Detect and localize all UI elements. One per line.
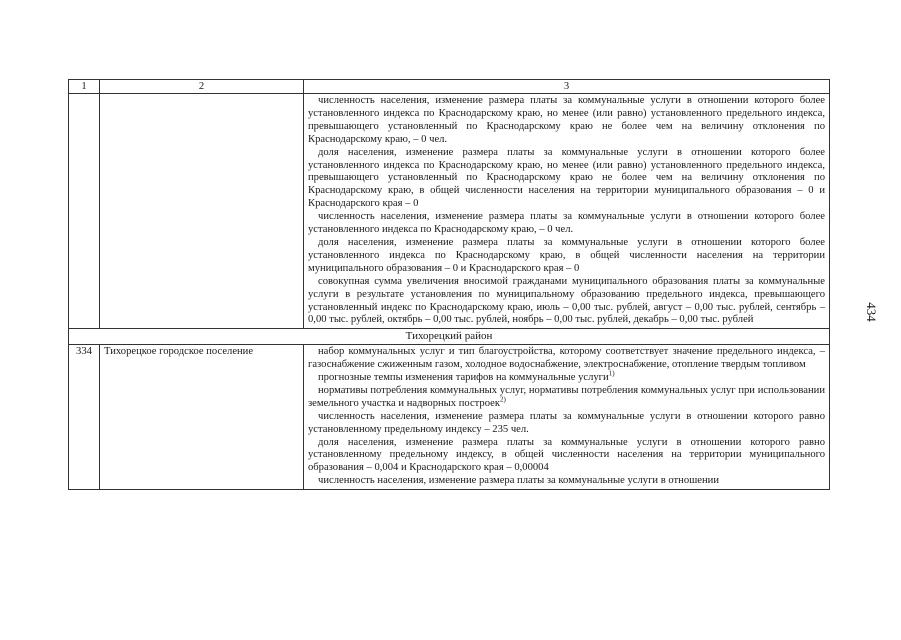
paragraph-text: нормативы потребления коммунальных услуг, нормативы потребления коммунальных услуг при использовании земельного участка и надворных построек	[308, 384, 825, 409]
paragraph: доля населения, изменение размера платы за коммунальные услуги в отношении которого равно установленному предельному индексу, в общей численности населения на территории муниципального образования – 0,004 и Краснодарского края – 0,00004	[308, 436, 825, 474]
paragraph	[308, 385, 825, 411]
table-header-row	[69, 80, 830, 94]
footnote-ref: 2)	[500, 395, 506, 404]
paragraph: численность населения, изменение размера платы за коммунальные услуги в отношении	[318, 475, 720, 487]
section-title: Тихорецкий район	[69, 329, 830, 345]
header-col-2: 2	[100, 80, 304, 94]
document-table	[68, 79, 830, 490]
row-content-cell	[304, 345, 830, 490]
table-row-334	[69, 345, 830, 490]
header-col-1: 1	[69, 80, 100, 94]
paragraph: численность населения, изменение размера платы за коммунальные услуги в отношении которого более установленного индекса по Краснодарскому краю, – 0 чел.	[308, 211, 825, 236]
row-number: 334	[69, 345, 100, 490]
paragraph: совокупная сумма увеличения вносимой гражданами муниципального образования платы за коммунальные услуги в результате установления по муниципальному образованию предельного индекса, превышающего установленный индекс по Краснодарскому краю, июль – 0,00 тыс. рублей, август – 0,00 тыс. рублей, сентябрь – 0,00 тыс. рублей, октябрь – 0,00 тыс. рублей, ноябрь – 0,00 тыс. рублей, декабрь – 0,00 тыс. рублей	[308, 275, 825, 326]
header-col-3: 3	[304, 80, 830, 94]
paragraph: доля населения, изменение размера платы за коммунальные услуги в отношении которого более установленного индекса по Краснодарскому краю, но менее (или равно) установленного предельного индекса, превышающего установленный по Краснодарскому краю не более чем на величину отклонения по Краснодарскому краю, в общей численности населения на территории муниципального образования – 0 и Краснодарского края – 0	[308, 146, 825, 210]
paragraph-text: прогнозные темпы изменения тарифов на коммунальные услуги	[318, 372, 609, 384]
section-row	[69, 329, 830, 345]
paragraph: набор коммунальных услуг и тип благоустройства, которому соответствует значение предельного индекса, – газоснабжение сжиженным газом, холодное водоснабжение, электроснабжение, отопление твердым топливом	[308, 346, 825, 371]
paragraph: численность населения, изменение размера платы за коммунальные услуги в отношении которого равно установленному предельному индексу – 235 чел.	[308, 410, 825, 435]
footnote-ref: 1)	[608, 369, 615, 378]
paragraph	[308, 369, 825, 385]
page-number: 434	[864, 302, 879, 322]
table-row-continuation	[69, 94, 830, 329]
row-number-cell	[69, 94, 100, 329]
row-name: Тихорецкое городское поселение	[100, 345, 304, 490]
paragraph: численность населения, изменение размера платы за коммунальные услуги в отношении которого более установленного индекса по Краснодарскому краю, но менее (или равно) установленного предельного индекса, превышающего установленный по Краснодарскому краю не более чем на величину отклонения по Краснодарскому краю, – 0 чел.	[308, 95, 825, 145]
row-content-cell	[304, 94, 830, 329]
row-name-cell	[100, 94, 304, 329]
paragraph: доля населения, изменение размера платы за коммунальные услуги в отношении которого более установленного индекса по Краснодарскому краю, в общей численности населения на территории муниципального образования – 0 и Краснодарского края – 0	[308, 236, 825, 274]
